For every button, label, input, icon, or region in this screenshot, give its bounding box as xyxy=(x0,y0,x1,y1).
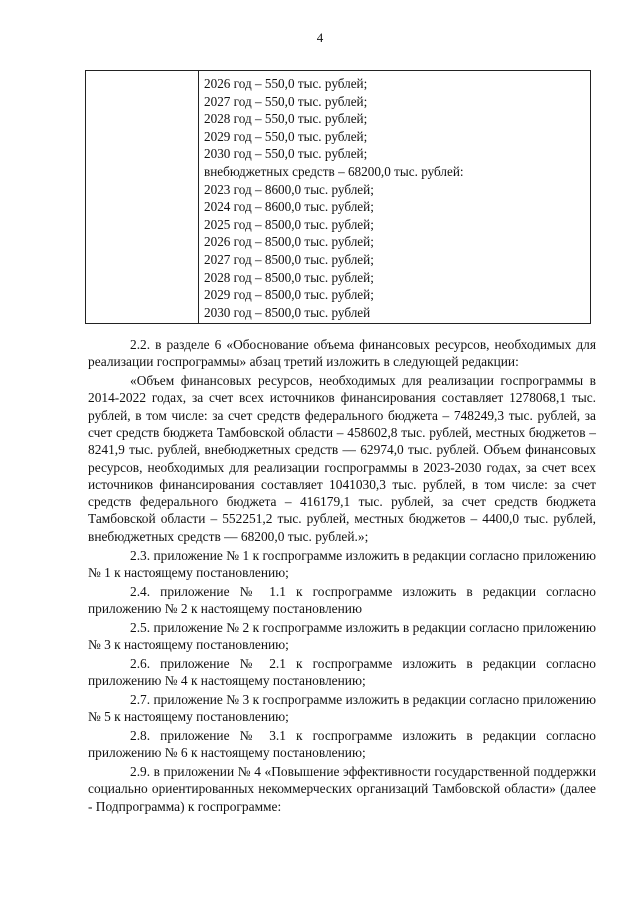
table-line: 2026 год – 550,0 тыс. рублей; xyxy=(204,76,368,91)
table-line: 2029 год – 8500,0 тыс. рублей; xyxy=(204,287,374,303)
table-line: 2027 год – 8500,0 тыс. рублей; xyxy=(204,251,374,267)
table-line: 2024 год – 8600,0 тыс. рублей; xyxy=(204,199,374,215)
paragraph-2-7: 2.7. приложение № 3 к госпрограмме изложить в редакции согласно приложению № 5 к настоящему постановлению; xyxy=(88,691,596,725)
document-body xyxy=(88,336,596,817)
page-number: 4 xyxy=(316,30,324,45)
paragraph-2-3: 2.3. приложение № 1 к госпрограмме изложить в редакции согласно приложению № 1 к настоящему постановлению; xyxy=(88,547,596,580)
paragraph-2-8: 2.8. приложение № 3.1 к госпрограмме изложить в редакции согласно приложению № 6 к настоящему постановлению; xyxy=(88,728,596,761)
table-line: 2025 год – 8500,0 тыс. рублей; xyxy=(204,216,374,232)
table-line: 2023 год – 8600,0 тыс. рублей; xyxy=(204,181,374,197)
paragraph-quoted-amendment: «Объем финансовых ресурсов, необходимых для реализации госпрограммы в 2014-2022 годах, за счет всех источников финансирования составляет 1278068,1 тыс. рублей, в том числе: за счет средств федерального бюджета – 748249,3 тыс. рублей, за счет средств бюджета Тамбовской области – 458602,8 тыс. рублей, местных бюджетов – 8241,9 тыс. рублей, внебюджетных средств — 62974,0 тыс. рублей. Объем финансовых ресурсов, необходимых для реализации госпрограммы в 2023-2030 годах, за счет всех источников финансирования составляет 1041030,3 тыс. рублей, в том числе: за счет средств федерального бюджета – 416179,1 тыс. рублей, за счет средств бюджета Тамбовской области – 552251,2 тыс. рублей, местных бюджетов – 4400,0 тыс. рублей, внебюджетных средств — 68200,0 тыс. рублей.»; xyxy=(88,373,596,544)
paragraph-2-6: 2.6. приложение № 2.1 к госпрограмме изложить в редакции согласно приложению № 4 к настоящему постановлению; xyxy=(88,655,596,689)
table-line: 2026 год – 8500,0 тыс. рублей; xyxy=(204,234,374,250)
table-line: 2030 год – 550,0 тыс. рублей; xyxy=(204,146,368,162)
table-line: 2027 год – 550,0 тыс. рублей; xyxy=(204,93,368,109)
table-line: 2028 год – 8500,0 тыс. рублей; xyxy=(204,269,374,285)
paragraph-2-9: 2.9. в приложении № 4 «Повышение эффективности государственной поддержки социально ориентированных некоммерческих организаций Тамбовской области» (далее - Подпрограмма) к госпрограмме: xyxy=(88,764,596,814)
paragraph-2-2: 2.2. в разделе 6 «Обоснование объема финансовых ресурсов, необходимых для реализации госпрограммы» абзац третий изложить в следующей редакции: xyxy=(88,337,596,370)
table-line: 2028 год – 550,0 тыс. рублей; xyxy=(204,111,368,127)
funding-table xyxy=(85,70,591,324)
table-value-cell xyxy=(204,75,586,321)
table-line: внебюджетных средств – 68200,0 тыс. рублей: xyxy=(204,163,464,179)
table-column-divider xyxy=(198,71,199,323)
table-line: 2030 год – 8500,0 тыс. рублей xyxy=(204,304,371,320)
paragraph-2-5: 2.5. приложение № 2 к госпрограмме изложить в редакции согласно приложению № 3 к настоящему постановлению; xyxy=(88,619,596,653)
table-line: 2029 год – 550,0 тыс. рублей; xyxy=(204,128,368,144)
paragraph-2-4: 2.4. приложение № 1.1 к госпрограмме изложить в редакции согласно приложению № 2 к настоящему постановлению xyxy=(88,583,596,616)
